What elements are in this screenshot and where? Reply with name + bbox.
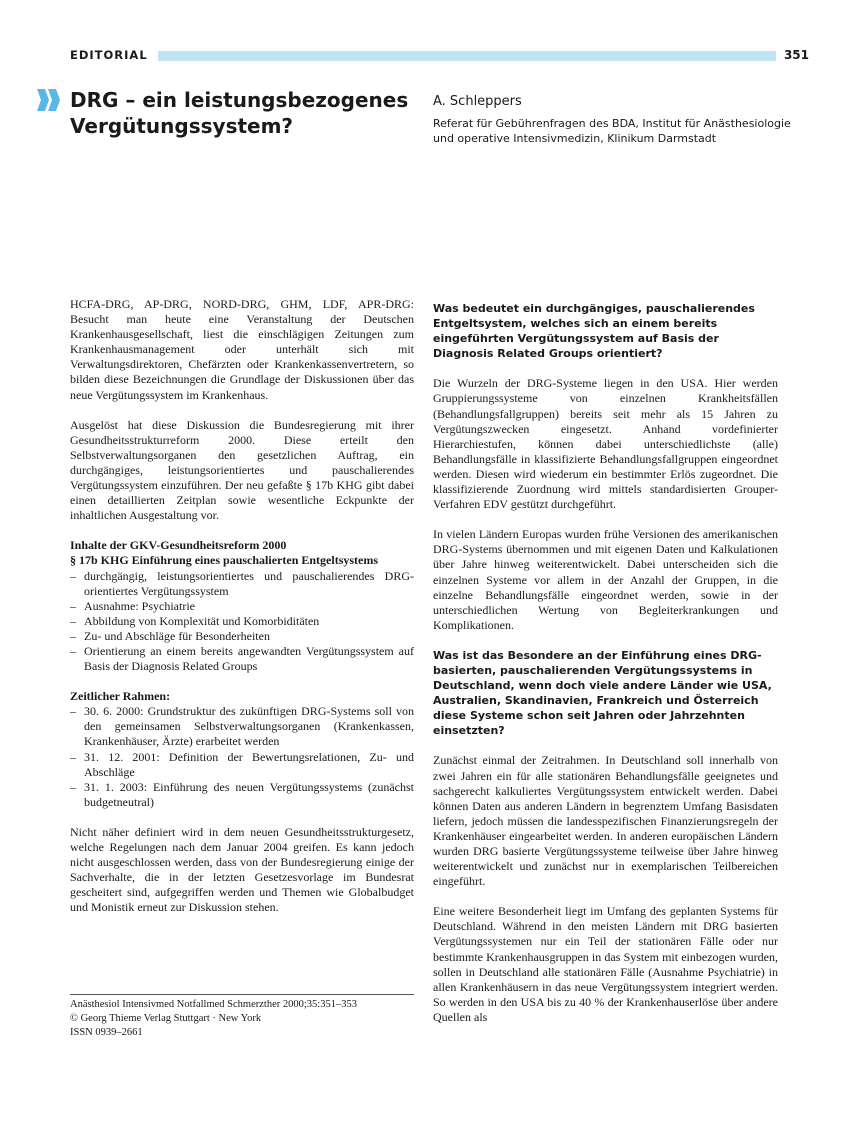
author-name: A. Schleppers — [433, 94, 522, 109]
list-item: – durchgängig, leistungsorientiertes und pauschalierendes DRG-orientiertes Vergütungssystem — [70, 568, 414, 598]
reform-paragraph: Ausgelöst hat diese Diskussion die Bundesregierung mit ihrer Gesundheitsstrukturreform 2000. Diese erteilt den Selbstverwaltungsorganen den gesetzlichen Auftrag, ein durchgängiges, leistungsorientiertes und pauschalierendes Vergütungssystem einzuführen. Der neu gefaßte § 17b KHG gibt dabei einen detaillierten Zeitplan sowie wesentliche Eckpunkte der inhaltlichen Ausgestaltung vor. — [70, 417, 414, 523]
citation-footer — [70, 998, 414, 1040]
intro-paragraph: HCFA-DRG, AP-DRG, NORD-DRG, GHM, LDF, APR-DRG: Besucht man heute eine Veranstaltung der Deutschen Krankenhausgesellschaft, liest die einschlägigen Zeitungen zum Krankenhausmanagement oder unterhält sich mit Verwaltungsdirektoren, Chefärzten oder Krankenkassenvertretern, so bilden diese Bezeichnungen die Grundlage der Diskussionen über das neue Vergütungssystem im Krankenhaus. — [70, 297, 414, 402]
timeline-list — [70, 704, 414, 810]
list-item: – Abbildung von Komplexität und Komorbiditäten — [70, 613, 320, 628]
article-title — [70, 87, 410, 139]
issn-line: ISSN 0939–2661 — [70, 1027, 143, 1038]
timeframe-paragraph: Zunächst einmal der Zeitrahmen. In Deutschland soll innerhalb von zwei Jahren ein für alle stationären Behandlungsfälle geeignetes und sachgerecht kalkuliertes Vergütungssystem entwickelt werden. Dabei können Daten aus anderen Ländern in begrenztem Umfang Basisdaten liefern, jedoch müssen die landesspezifischen Finanzierungsregeln der Krankenhäuser eingearbeitet werden. In anderen europäischen Ländern wurden DRG basierte Vergütungssysteme teilweise über Jahre hinweg weiterentwickelt und zunächst nur in exemplarischen Teilbereichen eingeführt. — [433, 753, 778, 889]
list-heading: Inhalte der GKV-Gesundheitsreform 2000 — [70, 538, 287, 553]
left-column — [70, 297, 414, 930]
list-item: – 31. 1. 2003: Einführung des neuen Vergütungssystems (zunächst budgetneutral) — [70, 779, 414, 809]
outlook-paragraph: Nicht näher definiert wird in dem neuen Gesundheitsstrukturgesetz, welche Regelungen nach dem Januar 2004 greifen. Es kann jedoch nicht ausgeschlossen werden, dass von der Bundesregierung einige der Sachverhalte, die in der letzten Gesetzesvorlage im Bundesrat gescheitert sind, aufgegriffen werden und Themen wie Globalbudget und Monistik erneut zur Diskussion stehen. — [70, 824, 414, 915]
author-affiliation — [433, 116, 803, 146]
copyright-line: © Georg Thieme Verlag Stuttgart · New York — [70, 1013, 262, 1024]
title-line-1: DRG – ein leistungsbezogenes — [70, 88, 409, 112]
footer-divider — [70, 994, 414, 995]
question-heading-2: Was ist das Besondere an der Einführung eines DRG-basierten, pauschalierenden Vergütungssystems in Deutschland, wenn doch viele andere Länder wie USA, Australien, Skandinavien, Frankreich und Österreich diese Systeme schon seit Jahren oder Jahrzehnten einsetzten? — [433, 648, 772, 738]
quote-chevron-icon — [36, 87, 62, 113]
list-item: – Zu- und Abschläge für Besonderheiten — [70, 628, 270, 643]
section-label: EDITORIAL — [70, 48, 148, 62]
citation-line: Anästhesiol Intensivmed Notfallmed Schmerzther 2000;35:351–353 — [70, 999, 357, 1010]
timeline-heading: Zeitlicher Rahmen: — [70, 689, 171, 704]
header-accent-bar — [158, 51, 776, 61]
list-item: – 30. 6. 2000: Grundstruktur des zukünftigen DRG-Systems soll von den gemeinsamen Selbstverwaltungsorganen (Krankenkassen, Krankenhäuser, Ärzte) erarbeitet werden — [70, 704, 414, 749]
reform-contents-list — [70, 569, 414, 675]
list-item: – Orientierung an einem bereits angewandten Vergütungssystem auf Basis der Diagnosis Related Groups — [70, 643, 414, 674]
drg-roots-paragraph: Die Wurzeln der DRG-Systeme liegen in den USA. Hier werden Gruppierungssysteme von einzelnen Krankheitsfällen (Behandlungsfallgruppen) bereits seit mehr als 15 Jahren zu Vergütungszwecken eingesetzt. Anhand vordefinierter Hierarchiestufen, können dabei unterschiedlichste (alle) Behandlungsfälle in klassifizierte Behandlungsfallgruppen eingeordnet werden. Diesen wird wiederum ein bestimmter Erlös zugeordnet. Die klassifizierende Zuordnung wird mittels standardisierten Grouper-Verfahren EDV gestützt durchgeführt. — [433, 376, 778, 512]
title-line-2: Vergütungssystem? — [70, 114, 294, 138]
list-subheading: § 17b KHG Einführung eines pauschalierten Entgeltsystems — [70, 553, 379, 568]
page-number: 351 — [783, 48, 809, 62]
list-item: – Ausnahme: Psychiatrie — [70, 598, 195, 613]
affiliation-line-1: Referat für Gebührenfragen des BDA, Institut für Anästhesiologie — [433, 117, 791, 130]
question-heading-1: Was bedeutet ein durchgängiges, pauschalierendes Entgeltsystem, welches sich an einem bereits eingeführten Vergütungssystem auf Basis der Diagnosis Related Groups orientiert? — [433, 302, 755, 361]
europe-paragraph: In vielen Ländern Europas wurden frühe Versionen des amerikanischen DRG-Systems übernommen und mit eigenen Daten und Kalkulationen über Jahre hinweg weiterentwickelt. Dabei unterscheiden sich die einzelnen Systeme vor allem in der Anzahl der Gruppen, in die einzelne Behandlungsfälle eingeordnet werden, sowie in der unterschiedlichen Wertung von Begleiterkrankungen und Komplikationen. — [433, 527, 778, 632]
affiliation-line-2: und operative Intensivmedizin, Klinikum Darmstadt — [433, 132, 717, 145]
scope-paragraph: Eine weitere Besonderheit liegt im Umfang des geplanten Systems für Deutschland. Während in den meisten Ländern mit DRG basierten Vergütungssystemen nur ein Teil der stationären Fälle oder nur bestimmte Krankenhausgruppen in das System mit einbezogen wurden, sollen in Deutschland alle stationären Fälle (Ausnahme Psychiatrie) in allen Krankenhäusern in das neue Vergütungssystem integriert werden. So werden in den USA bis zu 40 % der Krankenhauserlöse über andere Quellen als — [433, 904, 778, 1024]
list-item: – 31. 12. 2001: Definition der Bewertungsrelationen, Zu- und Abschläge — [70, 749, 414, 779]
right-column — [433, 301, 778, 1040]
